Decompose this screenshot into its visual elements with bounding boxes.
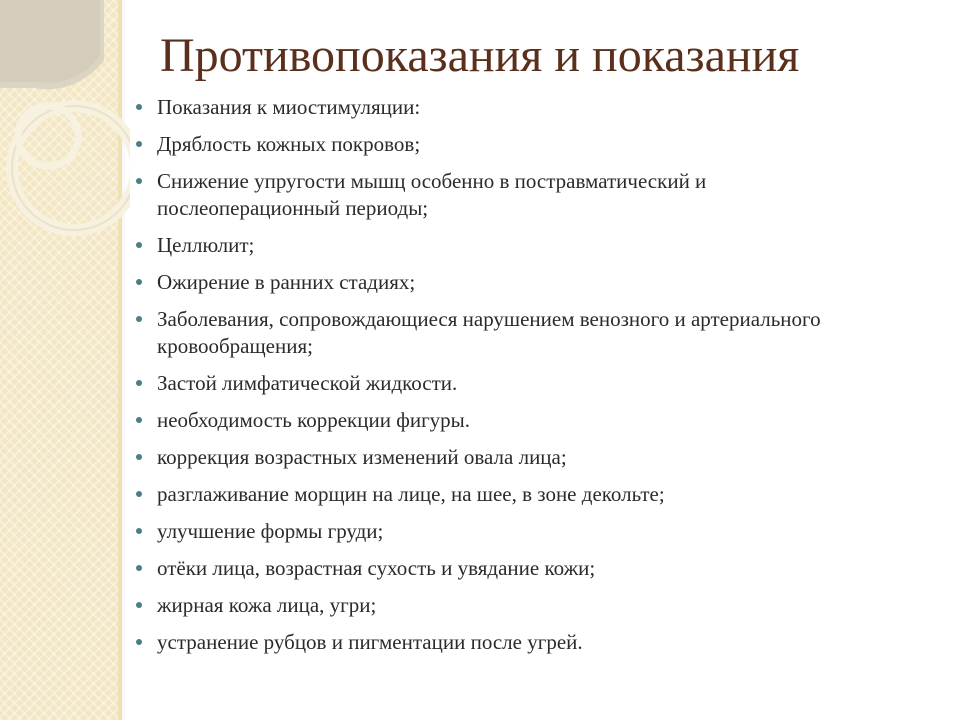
bullet-icon: [136, 602, 142, 608]
list-item-text: жирная кожа лица, угри;: [157, 593, 377, 617]
list-item-text: отёки лица, возрастная сухость и увядание кожи;: [157, 556, 596, 580]
list-item-text: коррекция возрастных изменений овала лица;: [157, 445, 567, 469]
decorative-circles-icon: [0, 0, 130, 260]
list-item: [136, 592, 836, 619]
list-item: [136, 407, 836, 434]
list-item-text: разглаживание морщин на лице, на шее, в зоне декольте;: [157, 482, 665, 506]
list-item: [136, 168, 836, 222]
list-item: [136, 629, 836, 656]
list-item-text: Показания к миостимуляции:: [157, 95, 421, 119]
bullet-icon: [136, 639, 142, 645]
list-item: [136, 269, 836, 296]
bullet-icon: [136, 242, 142, 248]
list-item: [136, 518, 836, 545]
bullet-icon: [136, 417, 142, 423]
list-item-text: Ожирение в ранних стадиях;: [157, 270, 416, 294]
list-item-text: улучшение формы груди;: [157, 519, 384, 543]
bullet-icon: [136, 279, 142, 285]
bullet-list: [136, 94, 836, 666]
list-item-text: Застой лимфатической жидкости.: [157, 371, 458, 395]
bullet-icon: [136, 380, 142, 386]
bullet-icon: [136, 141, 142, 147]
list-item: [136, 370, 836, 397]
bullet-icon: [136, 528, 142, 534]
bullet-icon: [136, 454, 142, 460]
list-item: [136, 306, 836, 360]
list-item: [136, 444, 836, 471]
bullet-icon: [136, 178, 142, 184]
bullet-icon: [136, 491, 142, 497]
page-title: Противопоказания и показания: [160, 29, 800, 82]
list-item-text: Заболевания, сопровождающиеся нарушением венозного и артериального кровообращения;: [157, 307, 821, 358]
list-item: [136, 232, 836, 259]
list-item: [136, 94, 836, 121]
bullet-icon: [136, 565, 142, 571]
bullet-icon: [136, 104, 142, 110]
list-item: [136, 481, 836, 508]
list-item-text: Целлюлит;: [157, 233, 255, 257]
list-item-text: Дряблость кожных покровов;: [157, 132, 421, 156]
list-item: [136, 131, 836, 158]
list-item-text: устранение рубцов и пигментации после угрей.: [157, 630, 583, 654]
bullet-icon: [136, 316, 142, 322]
list-item: [136, 555, 836, 582]
list-item-text: Снижение упругости мышц особенно в постравматический и послеоперационный периоды;: [157, 169, 707, 220]
list-item-text: необходимость коррекции фигуры.: [157, 408, 471, 432]
